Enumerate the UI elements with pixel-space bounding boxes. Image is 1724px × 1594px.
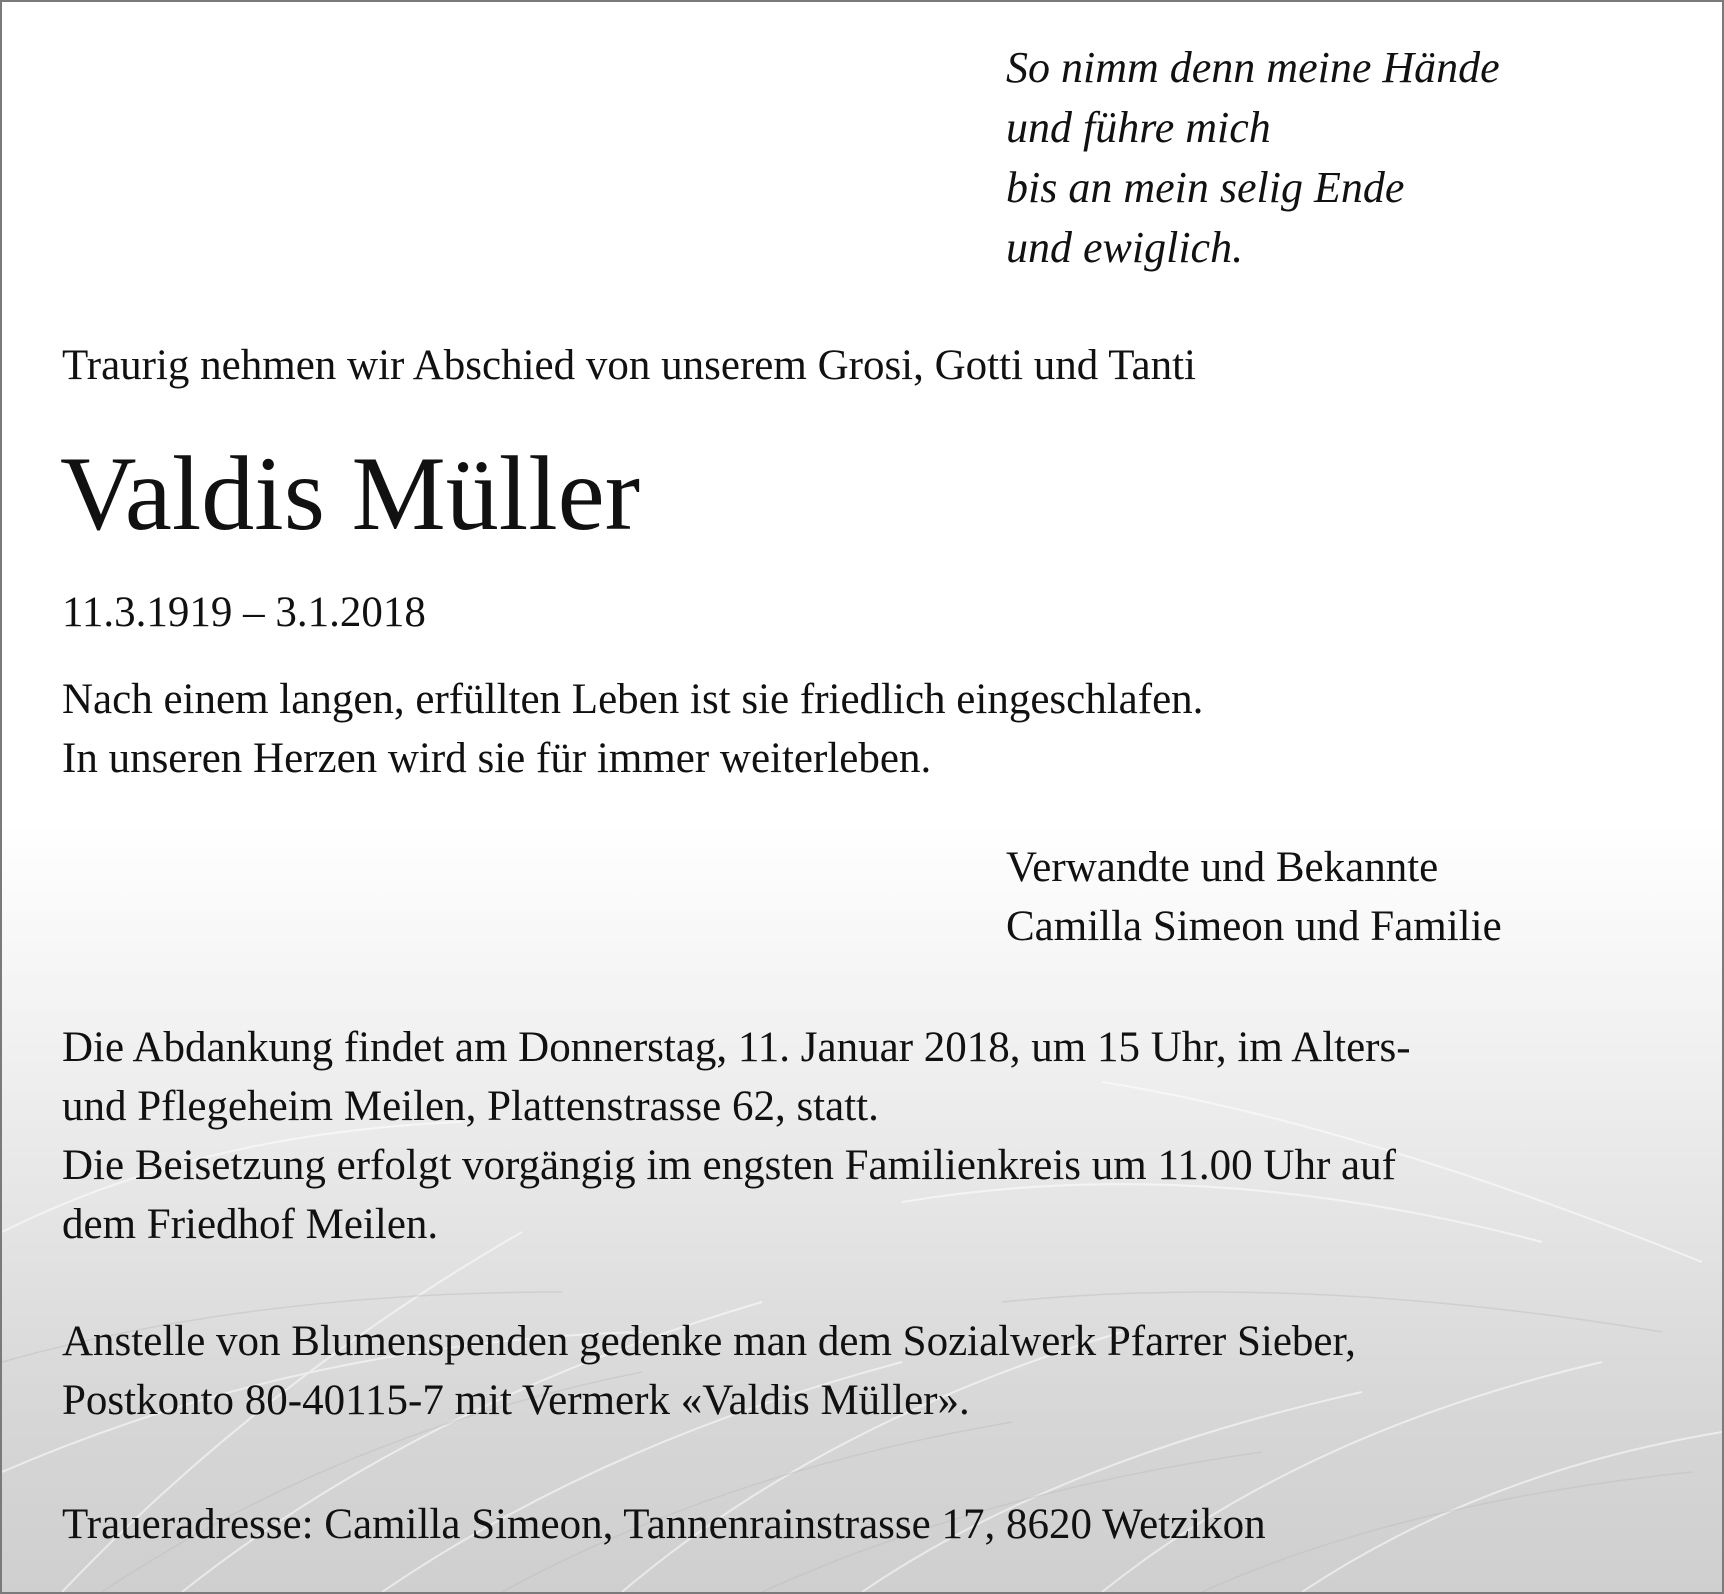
tribute-line: Nach einem langen, erfüllten Leben ist sie friedlich eingeschlafen. bbox=[62, 676, 1204, 723]
verse-line: und ewiglich. bbox=[1006, 223, 1244, 272]
mourning-address: Traueradresse: Camilla Simeon, Tannenrainstrasse 17, 8620 Wetzikon bbox=[62, 1501, 1266, 1548]
tribute-paragraph bbox=[62, 670, 1203, 788]
tribute-line: In unseren Herzen wird sie für immer weiterleben. bbox=[62, 735, 932, 782]
signer-line: Camilla Simeon und Familie bbox=[1006, 903, 1502, 950]
verse-line: So nimm denn meine Hände bbox=[1006, 43, 1500, 92]
ceremony-line: dem Friedhof Meilen. bbox=[62, 1201, 439, 1248]
deceased-name: Valdis Müller bbox=[60, 435, 640, 552]
ceremony-paragraph bbox=[62, 1018, 1411, 1254]
signers-block bbox=[1006, 838, 1502, 956]
intro-text: Traurig nehmen wir Abschied von unserem Grosi, Gotti und Tanti bbox=[62, 342, 1196, 389]
signer-line: Verwandte und Bekannte bbox=[1006, 844, 1439, 891]
life-dates: 11.3.1919 – 3.1.2018 bbox=[62, 589, 426, 636]
verse-line: bis an mein selig Ende bbox=[1006, 163, 1405, 212]
donation-line: Postkonto 80-40115-7 mit Vermerk «Valdis Müller». bbox=[62, 1377, 970, 1424]
donation-paragraph bbox=[62, 1312, 1356, 1430]
verse-line: und führe mich bbox=[1006, 103, 1271, 152]
ceremony-line: und Pflegeheim Meilen, Plattenstrasse 62, statt. bbox=[62, 1083, 879, 1130]
donation-line: Anstelle von Blumenspenden gedenke man dem Sozialwerk Pfarrer Sieber, bbox=[62, 1318, 1356, 1365]
ceremony-line: Die Abdankung findet am Donnerstag, 11. Januar 2018, um 15 Uhr, im Alters- bbox=[62, 1024, 1411, 1071]
verse-quote bbox=[1006, 38, 1500, 278]
ceremony-line: Die Beisetzung erfolgt vorgängig im engsten Familienkreis um 11.00 Uhr auf bbox=[62, 1142, 1396, 1189]
